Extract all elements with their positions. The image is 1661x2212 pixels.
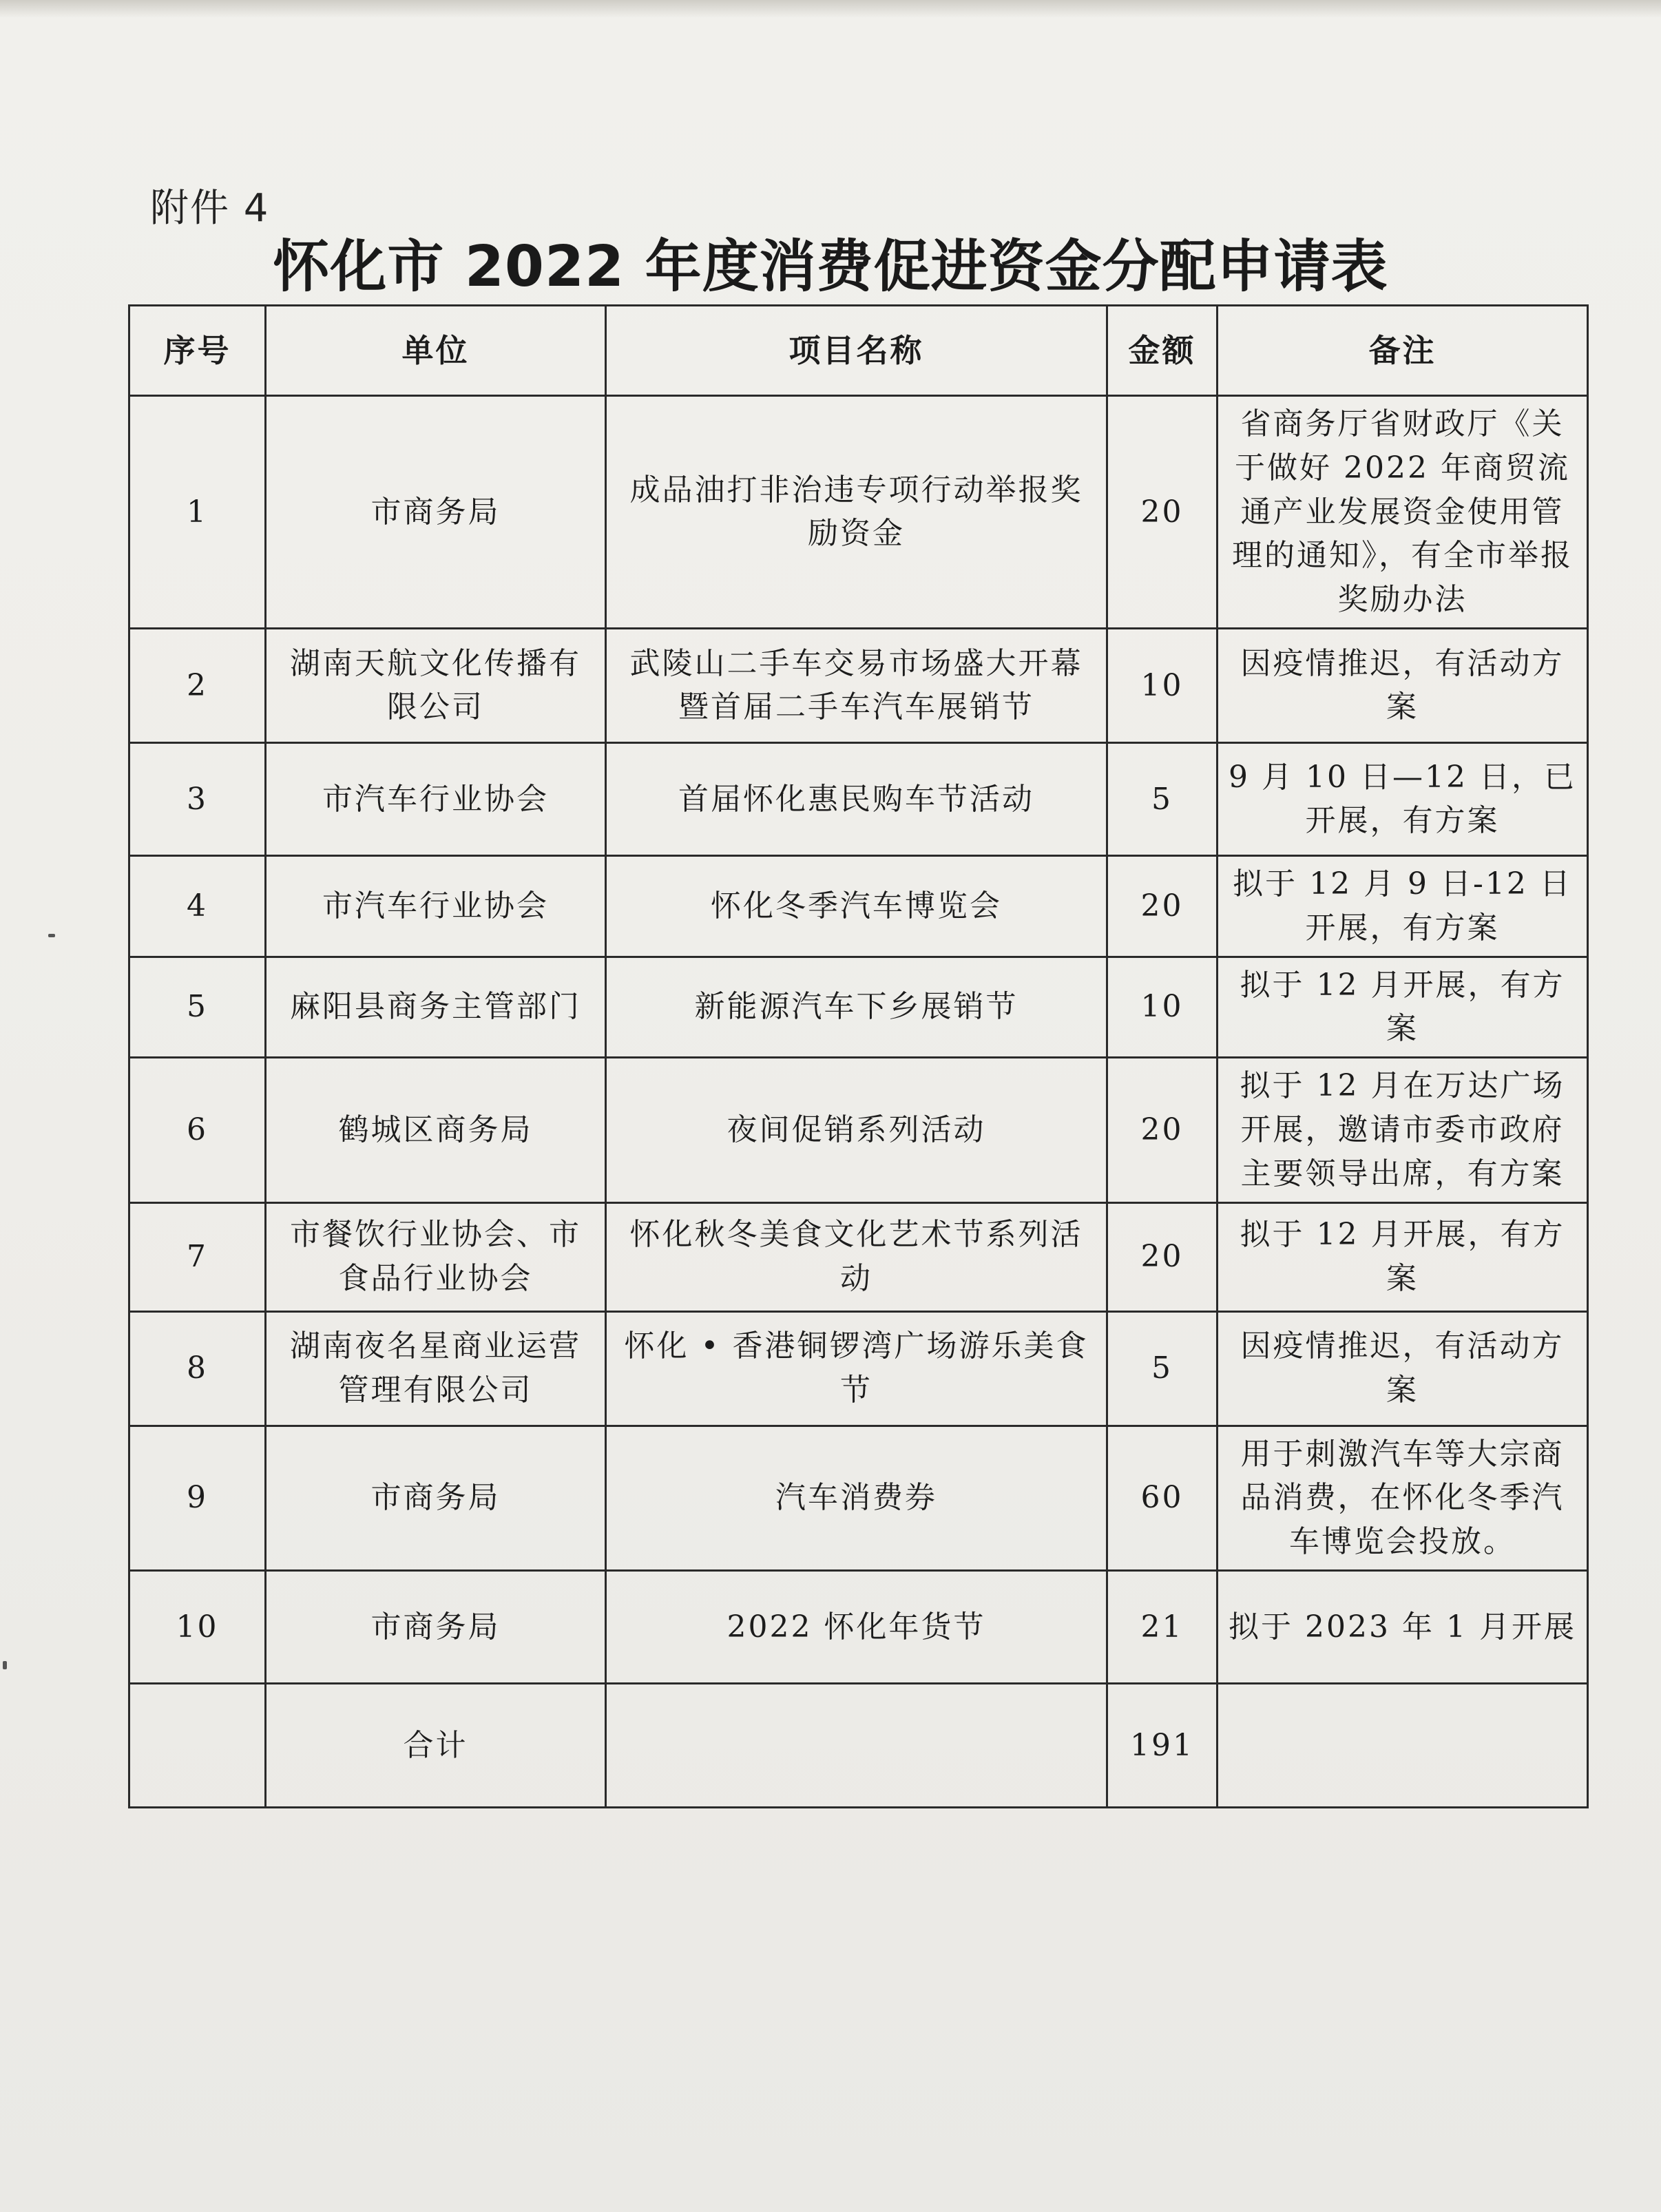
header-project: 项目名称: [606, 306, 1107, 396]
cell-project: 2022 怀化年货节: [606, 1570, 1107, 1683]
table-row: [129, 1570, 1588, 1683]
cell-amount: 20: [1107, 1202, 1218, 1311]
header-amount: 金额: [1107, 306, 1218, 396]
table-row: [129, 1202, 1588, 1311]
table-row: [129, 1311, 1588, 1426]
scan-speck: [48, 934, 55, 937]
cell-amount: 20: [1107, 855, 1218, 957]
cell-amount: 60: [1107, 1426, 1218, 1570]
cell-remark: 因疫情推迟，有活动方案: [1218, 628, 1588, 742]
cell-amount: 10: [1107, 957, 1218, 1058]
cell-index: 5: [129, 957, 266, 1058]
total-label: 合计: [266, 1683, 606, 1807]
cell-index: 9: [129, 1426, 266, 1570]
total-row: [129, 1683, 1588, 1807]
total-index: [129, 1683, 266, 1807]
total-project: [606, 1683, 1107, 1807]
cell-remark: 拟于 12 月 9 日-12 日开展，有方案: [1218, 855, 1588, 957]
header-index: 序号: [129, 306, 266, 396]
cell-unit: 湖南夜名星商业运营管理有限公司: [266, 1311, 606, 1426]
cell-remark: 拟于 2023 年 1 月开展: [1218, 1570, 1588, 1683]
table-row: [129, 628, 1588, 742]
header-unit: 单位: [266, 306, 606, 396]
cell-index: 4: [129, 855, 266, 957]
cell-remark: 拟于 12 月开展，有方案: [1218, 1202, 1588, 1311]
cell-project: 夜间促销系列活动: [606, 1058, 1107, 1202]
cell-index: 2: [129, 628, 266, 742]
cell-project: 首届怀化惠民购车节活动: [606, 742, 1107, 855]
scan-speck: [3, 1661, 7, 1669]
cell-amount: 21: [1107, 1570, 1218, 1683]
cell-project: 新能源汽车下乡展销节: [606, 957, 1107, 1058]
table-row: [129, 957, 1588, 1058]
table-row: [129, 1058, 1588, 1202]
cell-remark: 省商务厅省财政厅《关于做好 2022 年商贸流通产业发展资金使用管理的通知》，有全市举报奖励办法: [1218, 396, 1588, 629]
cell-project: 成品油打非治违专项行动举报奖励资金: [606, 396, 1107, 629]
cell-index: 3: [129, 742, 266, 855]
cell-remark: 拟于 12 月在万达广场开展，邀请市委市政府主要领导出席，有方案: [1218, 1058, 1588, 1202]
cell-remark: 用于刺激汽车等大宗商品消费，在怀化冬季汽车博览会投放。: [1218, 1426, 1588, 1570]
cell-index: 7: [129, 1202, 266, 1311]
cell-amount: 5: [1107, 1311, 1218, 1426]
cell-amount: 10: [1107, 628, 1218, 742]
cell-remark: 因疫情推迟，有活动方案: [1218, 1311, 1588, 1426]
cell-unit: 市商务局: [266, 396, 606, 629]
page-top-shadow: [0, 0, 1661, 18]
table-row: [129, 396, 1588, 629]
table-row: [129, 742, 1588, 855]
cell-unit: 市商务局: [266, 1570, 606, 1683]
header-remark: 备注: [1218, 306, 1588, 396]
total-amount: 191: [1107, 1683, 1218, 1807]
cell-remark: 9 月 10 日—12 日，已开展，有方案: [1218, 742, 1588, 855]
table-header-row: [129, 306, 1588, 396]
cell-index: 1: [129, 396, 266, 629]
cell-project: 怀化 • 香港铜锣湾广场游乐美食节: [606, 1311, 1107, 1426]
cell-unit: 湖南天航文化传播有限公司: [266, 628, 606, 742]
attachment-label: 附件 4: [150, 186, 270, 231]
cell-amount: 20: [1107, 1058, 1218, 1202]
allocation-table: [128, 304, 1589, 1808]
cell-amount: 5: [1107, 742, 1218, 855]
cell-amount: 20: [1107, 396, 1218, 629]
table-row: [129, 855, 1588, 957]
cell-project: 怀化冬季汽车博览会: [606, 855, 1107, 957]
total-remark: [1218, 1683, 1588, 1807]
cell-project: 武陵山二手车交易市场盛大开幕暨首届二手车汽车展销节: [606, 628, 1107, 742]
cell-index: 6: [129, 1058, 266, 1202]
cell-unit: 市汽车行业协会: [266, 742, 606, 855]
cell-index: 8: [129, 1311, 266, 1426]
cell-unit: 市商务局: [266, 1426, 606, 1570]
page-title: 怀化市 2022 年度消费促进资金分配申请表: [273, 234, 1388, 300]
cell-unit: 市汽车行业协会: [266, 855, 606, 957]
cell-remark: 拟于 12 月开展，有方案: [1218, 957, 1588, 1058]
cell-unit: 麻阳县商务主管部门: [266, 957, 606, 1058]
cell-project: 怀化秋冬美食文化艺术节系列活动: [606, 1202, 1107, 1311]
cell-unit: 市餐饮行业协会、市食品行业协会: [266, 1202, 606, 1311]
cell-index: 10: [129, 1570, 266, 1683]
table-row: [129, 1426, 1588, 1570]
cell-project: 汽车消费券: [606, 1426, 1107, 1570]
cell-unit: 鹤城区商务局: [266, 1058, 606, 1202]
